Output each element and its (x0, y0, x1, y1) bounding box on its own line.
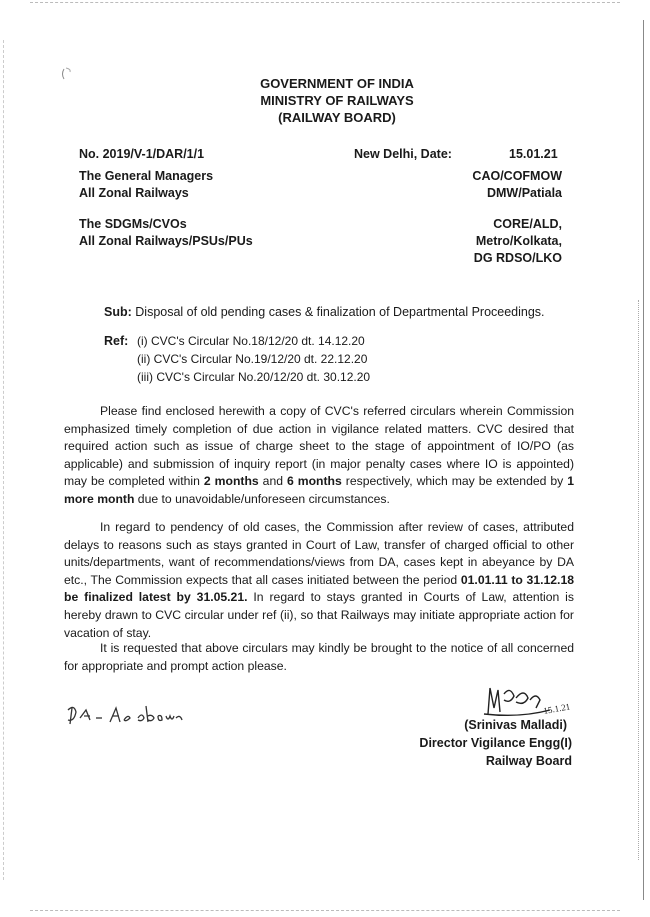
ref-label: Ref: (104, 334, 129, 348)
addressee-dmw: DMW/Patiala (486, 186, 562, 200)
handwritten-enclosure-note (64, 700, 184, 732)
addressee-gm: The General Managers (79, 169, 214, 183)
para1-text: and (258, 474, 287, 489)
para2-text: In regard to pendency of old cases, the Commission after review of cases, attributed delays to reasons such as stays granted in Court of Law, transfer of charged official to other units/departments, want of recommendations/views from DA, cases kept in abeyance by DA etc., The Commission expects that all cases initiated between the period (64, 520, 574, 587)
para1-text: respectively, which may be extended by (341, 474, 568, 489)
svg-text:15.1.21: 15.1.21 (542, 701, 571, 716)
ref-item: (iii) CVC's Circular No.20/12/20 dt. 30.12.20 (137, 370, 371, 384)
para1-bold: 2 months (203, 474, 259, 489)
scan-edge-top (30, 2, 620, 3)
addressee-cao: CAO/COFMOW (472, 169, 562, 183)
addressee-metro: Metro/Kolkata, (475, 234, 562, 248)
addressee-zonal-psu: All Zonal Railways/PSUs/PUs (79, 234, 253, 248)
header-ministry: MINISTRY OF RAILWAYS (260, 93, 414, 108)
subject-line (104, 304, 545, 321)
scan-edge-bottom (30, 910, 620, 911)
para2-text: In regard to stays granted in Courts of Law, attention is hereby drawn to CVC circular under ref (ii), so that Railways may initiate appropriate action for vacation of stay. (64, 590, 574, 640)
para1-bold: 6 months (287, 474, 342, 489)
body-paragraph-3: It is requested that above circulars may kindly be brought to the notice of all concerned for appropriate and prompt action please. (64, 641, 574, 673)
addressee-core: CORE/ALD, (493, 217, 562, 231)
signatory-name: (Srinivas Malladi) (464, 718, 567, 732)
para1-bold: 1 more month (64, 474, 575, 506)
subject-text: Disposal of old pending cases & finalization of Departmental Proceedings. (135, 305, 545, 319)
letter-date: 15.01.21 (509, 147, 558, 161)
signatory-designation: Director Vigilance Engg(I) (419, 736, 572, 750)
addressee-zonal: All Zonal Railways (79, 186, 189, 200)
addressee-rdso: DG RDSO/LKO (473, 251, 562, 265)
scan-edge-right (643, 20, 644, 900)
handwritten-signature (480, 684, 575, 720)
letter-number: No. 2019/V-1/DAR/1/1 (79, 147, 205, 161)
para1-text: due to unavoidable/unforeseen circumstances. (134, 491, 390, 506)
scan-edge-right-inner (638, 300, 639, 860)
ref-item: (i) CVC's Circular No.18/12/20 dt. 14.12.20 (137, 334, 365, 348)
header-government: GOVERNMENT OF INDIA (260, 76, 414, 91)
place-date-label: New Delhi, Date: (354, 147, 452, 161)
para1-text: Please find enclosed herewith a copy of CVC's referred circulars wherein Commission emphasized timely completion of due action in vigilance related matters. CVC desired that required action such as issue of charge sheet to the stage of appointment of IO/PO (as applicable) and submission of inquiry report (in major penalty cases where IO is appointed) may be completed within (64, 404, 574, 489)
signatory-office: Railway Board (485, 754, 572, 768)
addressee-sdgm: The SDGMs/CVOs (79, 217, 187, 231)
scan-edge-left (3, 40, 4, 880)
subject-label: Sub: (104, 305, 132, 319)
para2-bold: 01.01.11 to 31.12.18 be finalized latest by 31.05.21. (64, 572, 574, 605)
ref-item: (ii) CVC's Circular No.19/12/20 dt. 22.12.20 (137, 352, 368, 366)
header-board: (RAILWAY BOARD) (278, 110, 396, 125)
body-paragraph-2 (64, 519, 574, 642)
body-paragraph-1 (64, 403, 574, 509)
